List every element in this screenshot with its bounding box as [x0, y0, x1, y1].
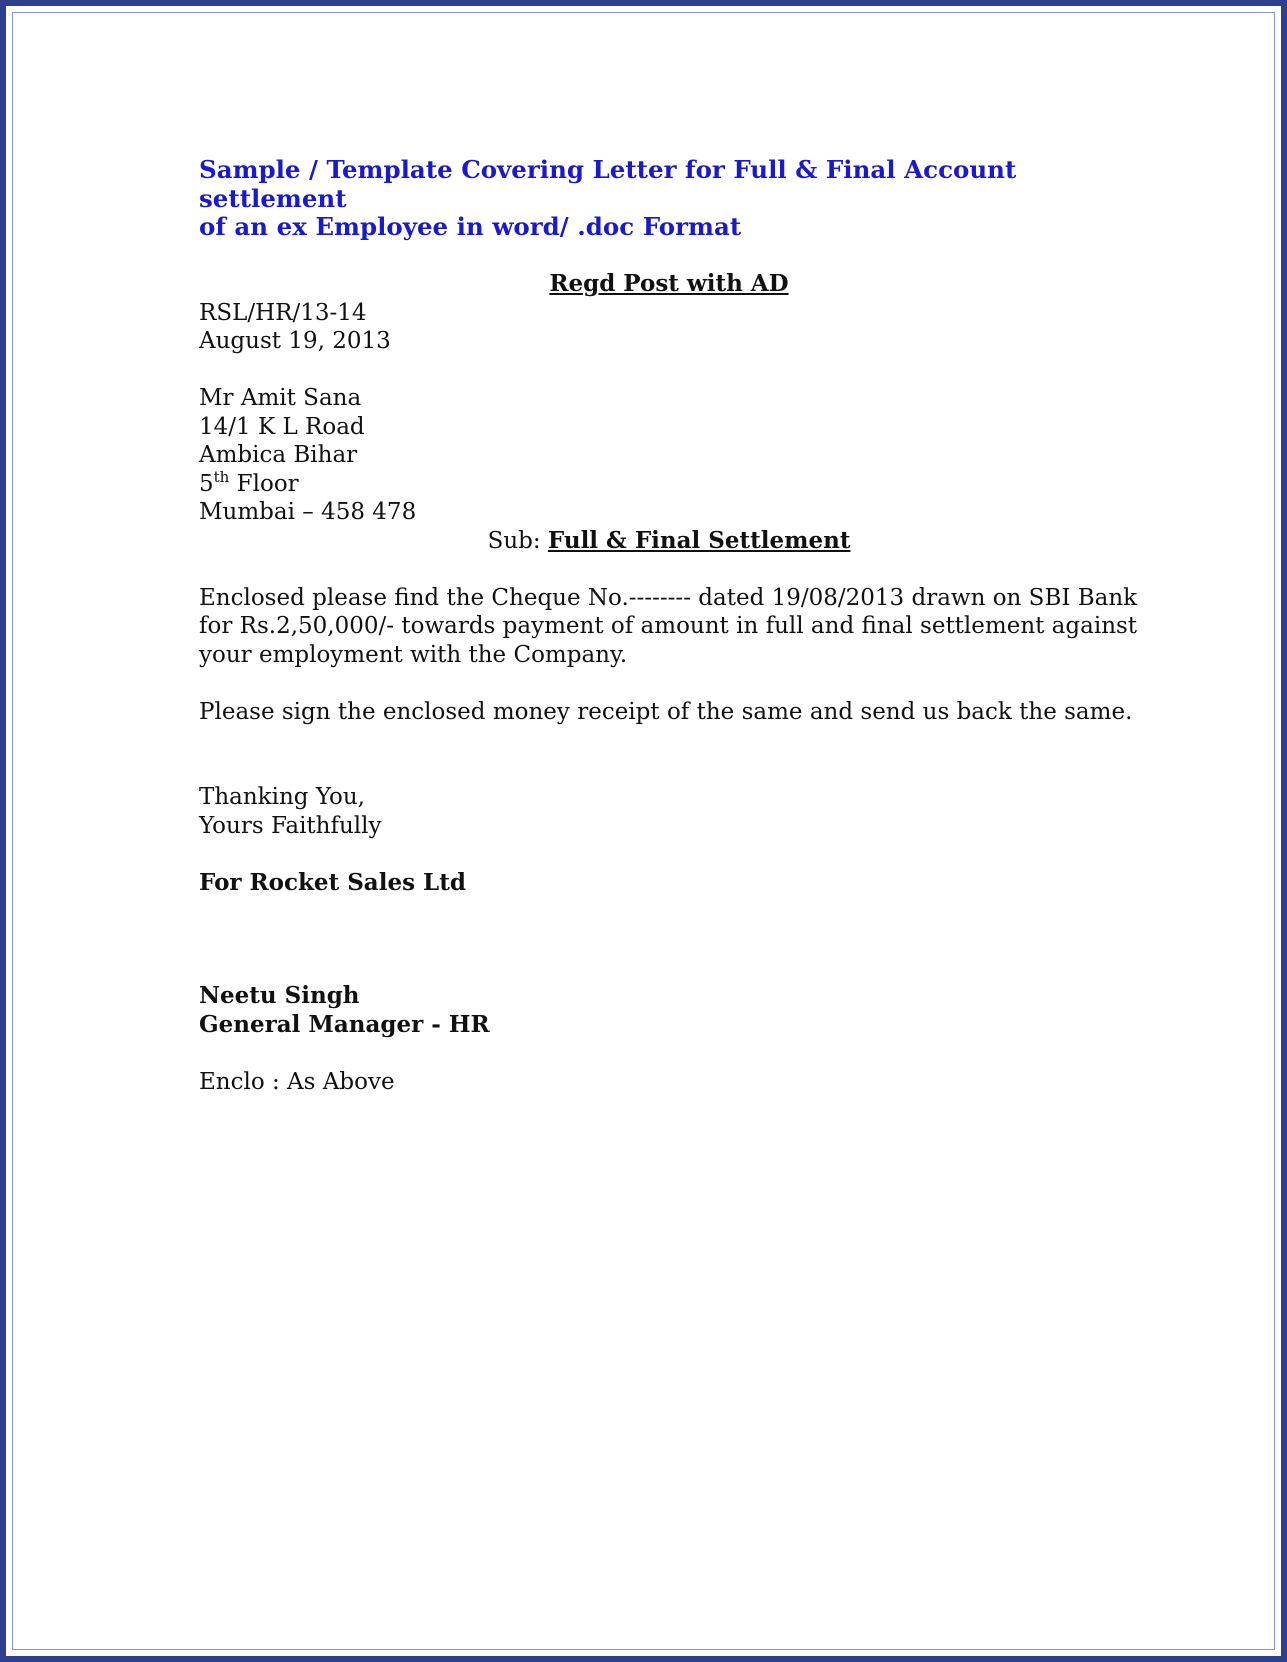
closing-thanks: Thanking You, — [199, 784, 365, 810]
letter-page — [199, 156, 1139, 1096]
spacer — [199, 242, 1139, 271]
post-mode: Regd Post with AD — [549, 270, 789, 297]
body-paragraph-2: Please sign the enclosed money receipt of the same and send us back the same. — [199, 698, 1133, 725]
body-paragraph-1 — [199, 584, 1139, 670]
closing-faithfully: Yours Faithfully — [199, 812, 382, 839]
recipient-address-line-1: 14/1 K L Road — [199, 413, 365, 440]
recipient-floor — [199, 467, 1139, 499]
company-name: For Rocket Sales Ltd — [199, 868, 466, 896]
floor-number: 5 — [199, 470, 214, 497]
signatory-title: General Manager - HR — [199, 1010, 490, 1038]
spacer — [199, 669, 1139, 698]
recipient-address — [199, 384, 1139, 527]
floor-label: Floor — [236, 470, 299, 497]
spacer — [199, 1039, 1139, 1068]
recipient-city: Mumbai – 458 478 — [199, 499, 417, 525]
recipient-address-line-2: Ambica Bihar — [199, 442, 358, 468]
body-paragraph-1-line-3: your employment with the Company. — [199, 641, 628, 668]
heading-line-2: of an ex Employee in word/ .doc Format — [199, 212, 742, 241]
spacer — [199, 555, 1139, 584]
spacer — [199, 840, 1139, 869]
subject-text: Full & Final Settlement — [547, 526, 851, 554]
signature-space — [199, 897, 1139, 982]
floor-suffix: th — [213, 467, 230, 486]
post-mode-line — [199, 270, 1139, 299]
body-paragraph-1-line-1: Enclosed please find the Cheque No.-------- dated 19/08/2013 drawn on SBI Bank — [199, 584, 1138, 611]
letter-date: August 19, 2013 — [199, 328, 391, 354]
enclosure-note: Enclo : As Above — [199, 1068, 395, 1095]
document-heading — [199, 156, 1139, 242]
spacer — [199, 726, 1139, 783]
recipient-name: Mr Amit Sana — [199, 385, 362, 411]
heading-line-1: Sample / Template Covering Letter for Full & Final Account settlement — [199, 155, 1017, 213]
body-paragraph-1-line-2: for Rs.2,50,000/- towards payment of amount in full and final settlement against — [199, 613, 1138, 639]
subject-prefix: Sub: — [487, 527, 541, 554]
signatory-name: Neetu Singh — [199, 982, 360, 1009]
reference-number: RSL/HR/13-14 — [199, 299, 367, 326]
subject-line — [199, 527, 1139, 556]
spacer — [199, 356, 1139, 385]
